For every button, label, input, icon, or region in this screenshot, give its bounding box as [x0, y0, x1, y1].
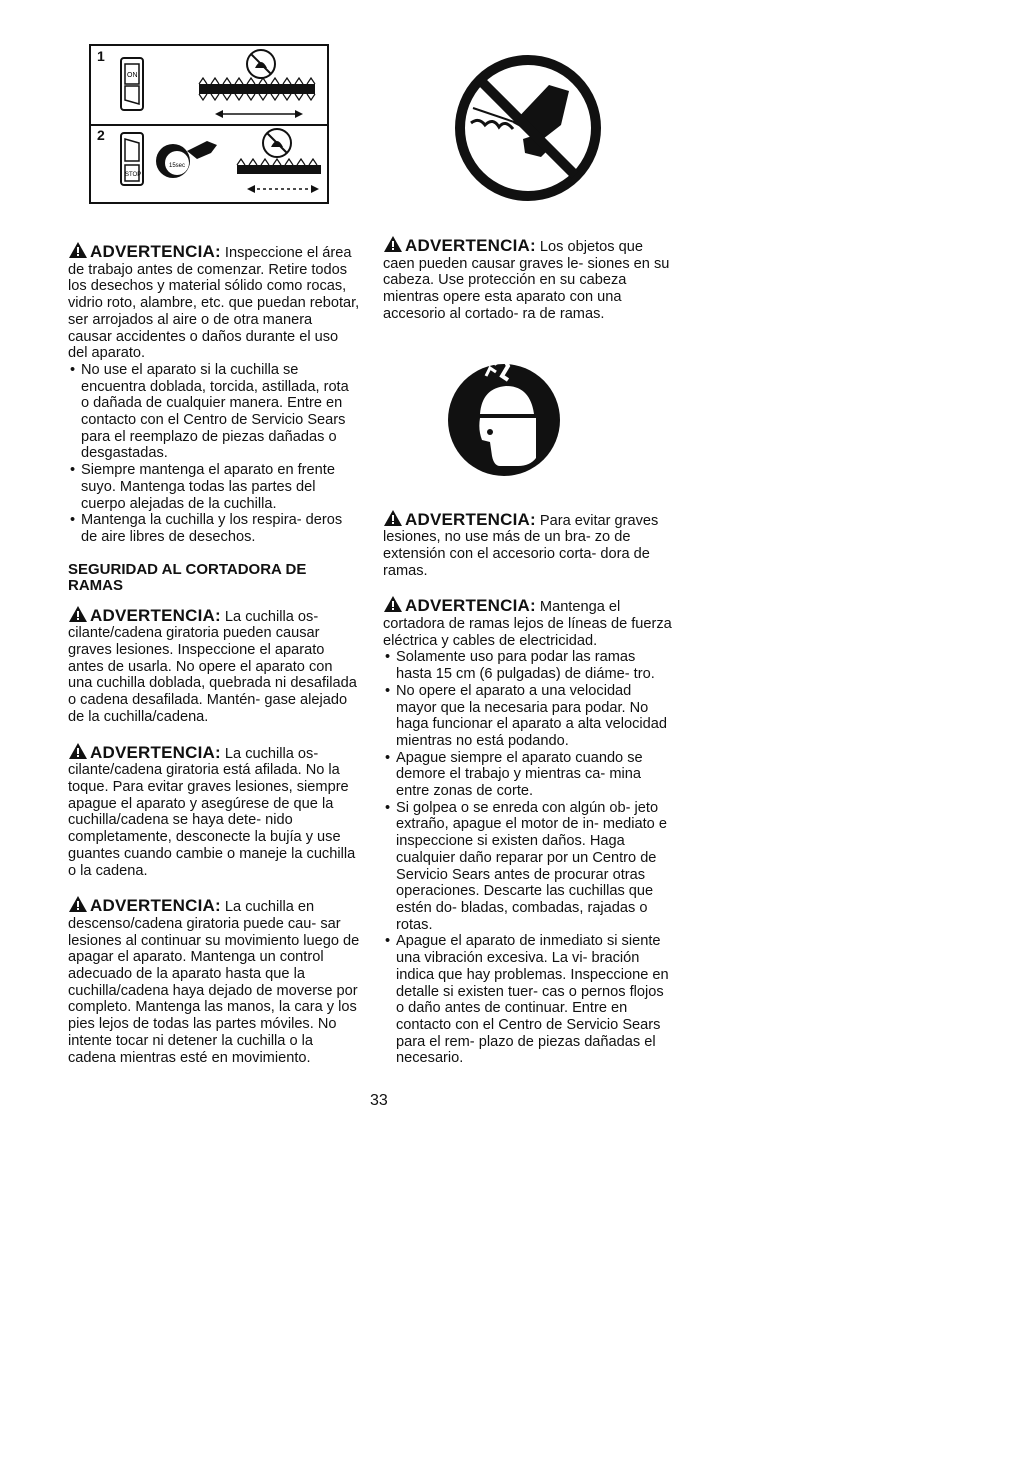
warning-triangle-icon: [68, 895, 88, 913]
warning-blade-coasting: [68, 895, 360, 1066]
warning-text: La cuchilla os- cilante/cadena giratoria está afilada. No la toque. Para evitar graves lesiones, siempre apague el aparato y asegúrese de que la cuchilla/cadena se haya dete- nido completamente, desconecte la bujía y use guantes cuando cambie o maneje la cuchilla o la cadena.: [68, 745, 356, 879]
warning-triangle-icon: [68, 241, 88, 259]
warning-blade-sharp: [68, 742, 360, 880]
warning-triangle-icon: [383, 509, 403, 527]
warning-text: Inspeccione el área de trabajo antes de comenzar. Retire todos los desechos y material sólido como rocas, vidrio roto, alambre, etc. que puedan rebotar, ser arrojados al aire o de otra manera causar accidentes o daños durante el uso del aparato.: [68, 245, 360, 362]
warning-text: La cuchilla os- cilante/cadena giratoria pueden causar graves lesiones. Inspeccione el aparato antes de usarla. No opere el aparato con una cuchilla doblada, quebrada ni desafilada o cadena desafilada. Mantén- gase alejado de la cuchilla/cadena.: [68, 608, 357, 725]
list-item: • Mantenga la cuchilla y los respira- deros de aire libres de desechos.: [81, 512, 360, 545]
warning-label: ADVERTENCIA:: [90, 605, 221, 625]
warning-label: ADVERTENCIA:: [90, 742, 221, 762]
warning-triangle-icon: [68, 742, 88, 760]
warning-power-lines: [383, 595, 673, 1067]
warning-blade-injury: [68, 605, 360, 726]
list-item: • Apague siempre el aparato cuando se demore el trabajo y mientras ca- mina entre zonas de corte.: [396, 750, 673, 800]
list-item: • Si golpea o se enreda con algún ob- jeto extraño, apague el motor de in- mediato e inspeccione si existen daños. Haga cualquier daño reparar por un Centro de Servicio Sears antes de procurar otras operaciones. Descarte las cuchillas que estén do- bladas, combadas, rajadas o rotas.: [396, 800, 673, 934]
section-title: SEGURIDAD AL CORTADORA DE RAMAS: [68, 560, 307, 595]
warning-triangle-icon: [383, 235, 403, 253]
left-column: [68, 241, 360, 1082]
right-column: [383, 235, 673, 1083]
warning-label: ADVERTENCIA:: [405, 509, 536, 529]
panel-number: 1: [97, 48, 105, 64]
switch-stop-illustration: [91, 125, 327, 204]
warning-label: ADVERTENCIA:: [405, 596, 536, 616]
list-item: • Siempre mantenga el aparato en frente suyo. Mantenga todas las partes del cuerpo alejadas de la cuchilla.: [81, 462, 360, 512]
warning-triangle-icon: [383, 595, 403, 613]
right-bullet-list: [383, 649, 673, 1067]
switch-instruction-figure: [89, 44, 329, 204]
figure-panel-1: [91, 46, 327, 126]
warning-label: ADVERTENCIA:: [90, 896, 221, 916]
warning-label: ADVERTENCIA:: [90, 242, 221, 261]
switch-on-label: ON: [127, 72, 138, 79]
list-item: • No use el aparato si la cuchilla se encuentra doblada, torcida, astillada, rota o dañada de cualquier manera. Entre en contacto con el Centro de Servicio Sears para el reemplazo de piezas dañadas o desgastadas.: [81, 362, 360, 462]
list-item: • No opere el aparato a una velocidad mayor que la necesaria para podar. No haga funcionar el aparato a alta velocidad mientras no está podando.: [396, 683, 673, 750]
no-hands-warning-icon: [453, 53, 603, 203]
panel-number: 2: [97, 127, 105, 143]
warning-text: Mantenga el cortadora de ramas lejos de líneas de fuerza eléctrica y cables de electricidad.: [383, 599, 672, 649]
timer-label: 15sec: [169, 163, 186, 169]
warning-text: Para evitar graves lesiones, no use más de un bra- zo de extensión con el accesorio corta- dora de ramas.: [383, 512, 659, 579]
left-bullet-list: [68, 362, 360, 546]
list-item: • Apague el aparato de inmediato si siente una vibración excesiva. La vi- bración indica que hay problemas. Inspeccione en detalle si existen tuer- cas o pernos flojos o daño antes de continuar. Entre en contacto con el Centro de Servicio Sears para el rem- plazo de piezas dañadas el necesario.: [396, 933, 673, 1067]
warning-inspect-area: [68, 241, 360, 546]
warning-text: Los objetos que caen pueden causar graves le- siones en su cabeza. Use protección en su cabeza mientras opere esta aparato con una accesorio al cortado- ra de ramas.: [383, 239, 670, 322]
figure-panel-2: [91, 125, 327, 204]
helmet-figure-spacer: [383, 339, 673, 509]
warning-extension-arm: [383, 509, 673, 580]
page-number: 33: [370, 1092, 388, 1109]
warning-label: ADVERTENCIA:: [405, 236, 536, 255]
warning-triangle-icon: [68, 605, 88, 623]
warning-falling-objects: [383, 235, 673, 323]
warning-text: La cuchilla en descenso/cadena giratoria puede cau- sar lesiones al continuar su movimiento luego de apagar el aparato. Mantenga un control adecuado de la aparato hasta que la cuchilla/cadena haya dejado de moverse por completo. Mantenga las manos, la cara y los pies lejos de todas las partes móviles. No intente tocar ni detener la cuchilla o la cadena mientras esté en movimiento.: [68, 899, 360, 1066]
switch-on-illustration: [91, 46, 327, 124]
list-item: • Solamente uso para podar las ramas hasta 15 cm (6 pulgadas) de diáme- tro.: [396, 649, 673, 682]
switch-stop-label: STOP: [125, 172, 142, 178]
